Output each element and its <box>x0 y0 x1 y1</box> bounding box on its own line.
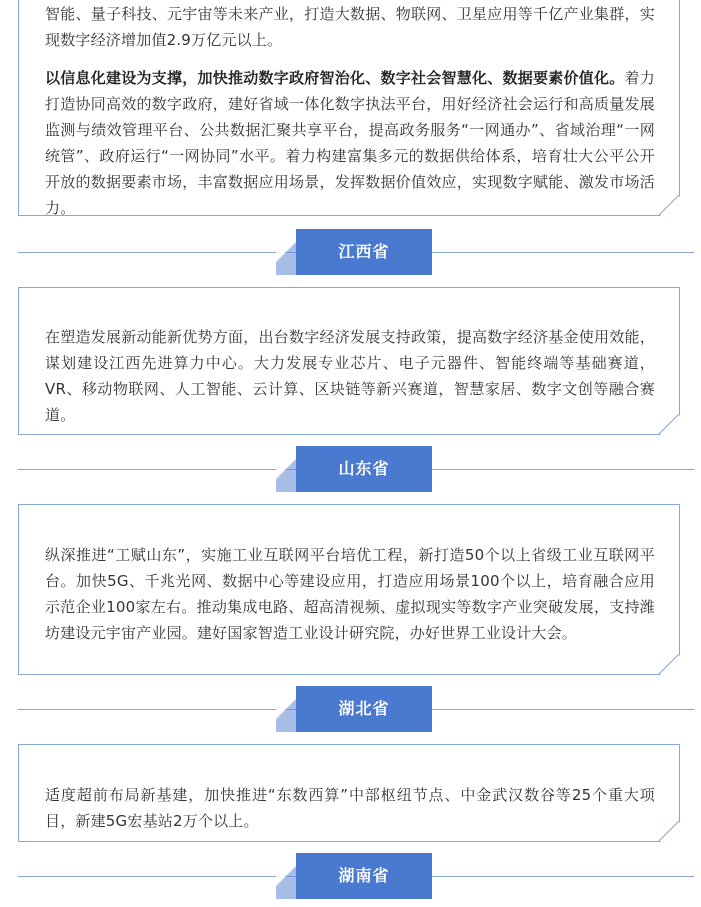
corner-cut <box>660 655 680 675</box>
section-title: 山东省 <box>296 446 432 492</box>
paragraph <box>45 324 655 428</box>
banner-notch <box>276 686 296 732</box>
banner-notch <box>276 446 296 492</box>
paragraph <box>45 65 655 221</box>
paragraph <box>45 782 655 834</box>
section-title: 江西省 <box>296 229 432 275</box>
paragraph-text: 在塑造发展新动能新优势方面，出台数字经济发展支持政策，提高数字经济基金使用效能，谋划建设江西先进算力中心。大力发展专业芯片、电子元器件、智能终端等基础赛道，VR、移动物联网、人工智能、云计算、区块链等新兴赛道，智慧家居、数字文创等融合赛道。 <box>45 328 655 424</box>
paragraph-bold-lead: 以信息化建设为支撑，加快推动数字政府智治化、数字社会智慧化、数据要素价值化。 <box>45 69 625 87</box>
paragraph <box>45 1 655 53</box>
corner-cut <box>660 196 680 216</box>
banner-notch <box>276 853 296 899</box>
section-divider-shandong <box>18 446 694 492</box>
section-title: 湖南省 <box>296 853 432 899</box>
section-box-jiangxi <box>18 287 680 435</box>
section-banner <box>276 853 432 899</box>
paragraph-text: 着力打造协同高效的数字政府，建好省域一体化数字执法平台，用好经济社会运行和高质量发展监测与绩效管理平台、公共数据汇聚共享平台，提高政务服务“一网通办”、省域治理“一网统管”、政府运行“一网协同”水平。着力构建富集多元的数据供给体系，培育壮大公平公开开放的数据要素市场，丰富数据应用场景，发挥数据价值效应，实现数字赋能、激发市场活力。 <box>45 69 655 217</box>
section-box-hubei <box>18 744 680 842</box>
section-divider-hunan <box>18 853 694 899</box>
paragraph-text: 适度超前布局新基建，加快推进“东数西算”中部枢纽节点、中金武汉数谷等25个重大项目，新建5G宏基站2万个以上。 <box>45 786 655 830</box>
section-banner <box>276 446 432 492</box>
section-title: 湖北省 <box>296 686 432 732</box>
section-divider-jiangxi <box>18 229 694 275</box>
section-box-shandong <box>18 504 680 675</box>
corner-cut <box>660 415 680 435</box>
paragraph-text: 智能、量子科技、元宇宙等未来产业，打造大数据、物联网、卫星应用等千亿产业集群，实现数字经济增加值2.9万亿元以上。 <box>45 5 655 49</box>
corner-cut <box>660 822 680 842</box>
section-banner <box>276 229 432 275</box>
section-box-top <box>18 0 680 216</box>
paragraph <box>45 542 655 646</box>
section-banner <box>276 686 432 732</box>
paragraph-text: 纵深推进“工赋山东”，实施工业互联网平台培优工程，新打造50个以上省级工业互联网平台。加快5G、千兆光网、数据中心等建设应用，打造应用场景100个以上，培育融合应用示范企业100家左右。推动集成电路、超高清视频、虚拟现实等数字产业突破发展，支持潍坊建设元宇宙产业园。建好国家智造工业设计研究院，办好世界工业设计大会。 <box>45 546 655 642</box>
section-divider-hubei <box>18 686 694 732</box>
banner-notch <box>276 229 296 275</box>
